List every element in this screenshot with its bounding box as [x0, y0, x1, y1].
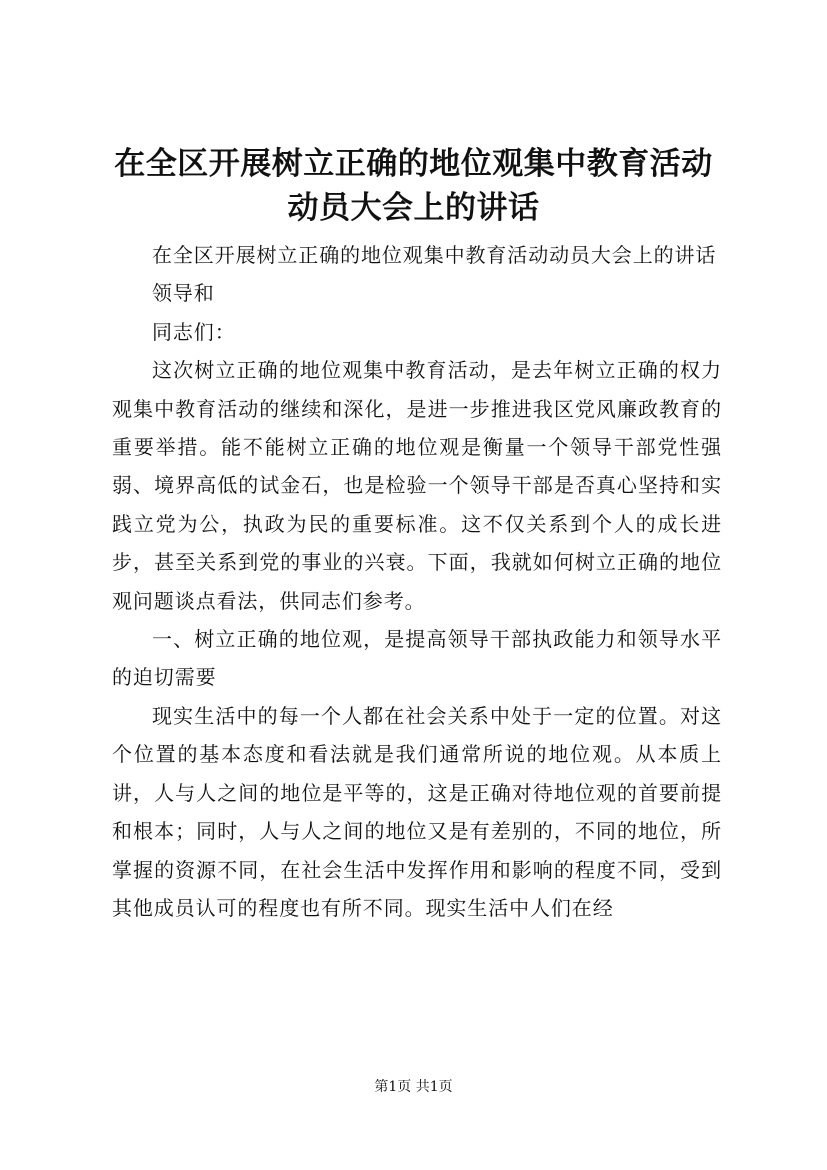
document-title: 在全区开展树立正确的地位观集中教育活动动员大会上的讲话 — [114, 146, 713, 226]
section-heading-one: 一、树立正确的地位观，是提高领导干部执政能力和领导水平的迫切需要 — [112, 627, 722, 690]
paragraph-subtitle: 在全区开展树立正确的地位观集中教育活动动员大会上的讲话 — [152, 243, 717, 267]
paragraph-salutation-leaders: 领导和 — [152, 281, 215, 306]
paragraph-introduction: 这次树立正确的地位观集中教育活动，是去年树立正确的权力观集中教育活动的继续和深化，是进一步推进我区党风廉政教育的重要举措。能不能树立正确的地位观是衡量一个领导干部党性强弱、境界高低的试金石，也是检验一个领导干部是否真心坚持和实践立党为公，执政为民的重要标准。这不仅关系到个人的成长进步，甚至关系到党的事业的兴衰。下面，我就如何树立正确的地位观问题谈点看法，供同志们参考。 — [112, 358, 722, 613]
paragraph-salutation-comrades: 同志们： — [152, 319, 236, 344]
page-footer: 第1页 共1页 — [374, 1079, 453, 1095]
paragraph-section-one: 现实生活中的每一个人都在社会关系中处于一定的位置。对这个位置的基本态度和看法就是我们通常所说的地位观。从本质上讲，人与人之间的地位是平等的，这是正确对待地位观的首要前提和根本；同时，人与人之间的地位又是有差别的，不同的地位，所掌握的资源不同，在社会生活中发挥作用和影响的程度不同，受到其他成员认可的程度也有所不同。现实生活中人们在经 — [112, 703, 722, 920]
document-body — [112, 236, 722, 927]
